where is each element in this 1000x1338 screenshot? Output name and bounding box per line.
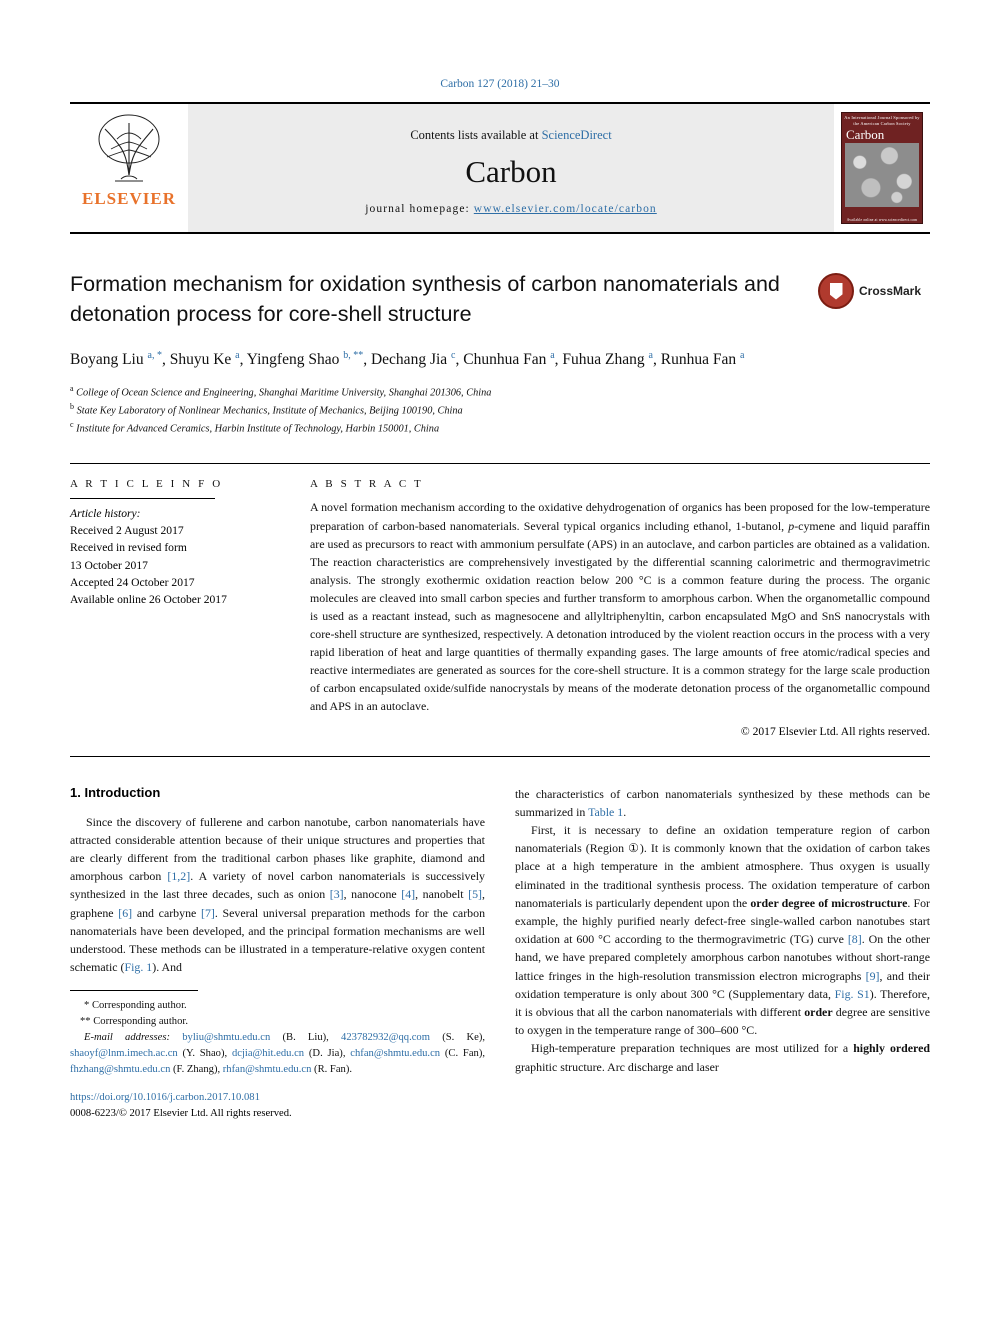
- article-info-heading: A R T I C L E I N F O: [70, 478, 223, 491]
- affiliations: [70, 383, 930, 437]
- contents-prefix: Contents lists available at: [410, 127, 542, 142]
- article-info-column: [70, 478, 284, 737]
- crossmark-label: CrossMark: [859, 284, 922, 298]
- history-line: Accepted 24 October 2017: [70, 575, 195, 589]
- crossmark-badge[interactable]: [818, 274, 930, 308]
- divider: [70, 756, 930, 757]
- email-link[interactable]: rhfan@shmtu.edu.cn: [222, 1063, 312, 1075]
- abstract-heading: A B S T R A C T: [310, 478, 424, 491]
- citation-link[interactable]: [7]: [200, 905, 215, 920]
- affiliation-item: [70, 383, 930, 401]
- footnote-emails: E-mail addresses: byliu@shmtu.edu.cn (B. Liu), 423782932@qq.com (S. Ke), shaoyf@lnm.imech.ac.cn (Y. Shao), dcjia@hit.edu.cn (D. Jia), chfan@shmtu.edu.cn (C. Fan), fhzhang@shmtu.edu.cn (F. Zhang), rhfan@shmtu.edu.cn (R. Fan).: [70, 1032, 486, 1075]
- elsevier-wordmark: ELSEVIER: [82, 189, 176, 208]
- affiliation-mark: b: [70, 402, 74, 412]
- affiliation-text: State Key Laboratory of Nonlinear Mechanics, Institute of Mechanics, Beijing 100190, China: [76, 405, 463, 417]
- cover-top-text: An International Journal Sponsored by the American Carbon Society: [844, 115, 920, 126]
- email-link[interactable]: byliu@shmtu.edu.cn: [182, 1032, 271, 1044]
- doi-link[interactable]: https://doi.org/10.1016/j.carbon.2017.10.081: [70, 1091, 260, 1103]
- elsevier-tree-icon: [91, 109, 167, 187]
- body-paragraph: the characteristics of carbon nanomaterials synthesized by these methods can be summarized in Table 1.: [515, 786, 930, 819]
- affiliation-text: College of Ocean Science and Engineering, Shanghai Maritime University, Shanghai 201306, China: [76, 387, 492, 399]
- email-link[interactable]: dcjia@hit.edu.cn: [231, 1048, 305, 1060]
- footnote-corresponding-2: ** Corresponding author.: [80, 1016, 188, 1028]
- author-list: Boyang Liu $^{a, *}$, Shuyu Ke $^a$, Yingfeng Shao $^{b, **}$, Dechang Jia $^c$, Chunhua Fan $^a$, Fuhua Zhang $^a$, Runhua Fan $^a$: [70, 350, 745, 369]
- footnotes: [70, 990, 485, 1121]
- info-abstract-section: [70, 463, 930, 737]
- cover-bottom-text: Available online at www.sciencedirect.com: [846, 218, 918, 222]
- cover-artwork: [845, 143, 919, 207]
- doi-block: [70, 1090, 485, 1122]
- abstract-text: A novel formation mechanism according to the oxidative dehydrogenation of organics has been proposed for the low-temperature preparation of carbon-based nanomaterials. Several typical organics including ethanol, 1-butanol, p-cymene and liquid paraffin are used as precursors to react with ammonium persulfate (APS) in an autoclave, and carbon particles are obtained as a validation. The reaction characteristics are comprehensively investigated by the differential scanning calorimetric and thermogravimetric analysis. The strongly exothermic oxidation reaction below 200 °C is a common feature during the process. The organic molecules are cleaved into small carbon species and further transform to amorphous carbon. When the organometallic compound is used as a reactant instead, such as magnesocene and allyltriphenyltin, carbon encapsulated MgO and SnS nanocrystals with core-shell structure are synthesized, respectively. A detonation introduced by the violent reaction occurs in the process with a very rapid liberation of heat and large quantities of thermally expanding gases. The large amounts of free atomic/radical species and reactive intermediates are generated as sources for the core-shell structure. It is a common strategy for the large scale production of carbon encapsulated oxide/sulfide nanocrystals by means of the moderate detonation process of the organometallic compound and APS in an autoclave.: [310, 500, 930, 714]
- cover-journal-name: Carbon: [846, 127, 885, 142]
- body-paragraph: Since the discovery of fullerene and carbon nanotube, carbon nanomaterials have attracted considerable attention because of their unique structures and properties that are clearly different from the traditional carbon phases like graphite, diamond and amorphous carbon [1,2]. A variety of novel carbon nanomaterials is successively synthesized in the last three decades, such as onion [3], nanocone [4], nanobelt [5], graphene [6] and carbyne [7]. Several universal preparation methods for the carbon nanomaterials have been developed, and the principal formation mechanisms are well understood. These methods can be illustrated in a temperature-relative oxygen content schematic (Fig. 1). And: [70, 814, 486, 975]
- citation-link[interactable]: [6]: [118, 905, 133, 920]
- email-link[interactable]: 423782932@qq.com: [341, 1032, 430, 1044]
- affiliation-text: Institute for Advanced Ceramics, Harbin Institute of Technology, Harbin 150001, China: [76, 423, 440, 435]
- body-paragraph: First, it is necessary to define an oxidation temperature region of carbon nanomaterials (Region ①). It is commonly known that the oxidation of carbon takes place at a high temperature in the ambient atmosphere. Thus oxygen is usually eliminated in the traditional synthesis process. The oxidation temperature of carbon nanomaterials is particularly dependent upon the order degree of microstructure. For example, the highly purified nearly defect-free single-walled carbon nanotubes start oxidation at 600 °C according to the thermogravimetric (TG) curve [8]. On the other hand, we have prepared completely amorphous carbon nanotubes without short-range lattice fringes in the high-resolution transmission electron micrographs [9], and their oxidation temperature is only about 300 °C (Supplementary data, Fig. S1). Therefore, it is obvious that all the carbon nanomaterials with different order degree are sensitive to oxygen in the temperature range of 300–600 °C.: [515, 822, 931, 1038]
- history-line: 13 October 2017: [70, 558, 148, 572]
- section-heading-introduction: 1. Introduction: [70, 784, 161, 800]
- affiliation-item: [70, 419, 930, 437]
- citation-link[interactable]: [3]: [329, 887, 344, 902]
- citation-link[interactable]: [8]: [847, 932, 862, 947]
- crossmark-icon: [818, 273, 854, 309]
- body-paragraph: High-temperature preparation techniques are most utilized for a highly ordered graphitic structure. Arc discharge and laser: [515, 1041, 931, 1074]
- abstract-column: [310, 478, 930, 737]
- journal-title: Carbon: [465, 153, 557, 189]
- citation-link[interactable]: [1,2]: [167, 869, 191, 884]
- journal-reference: Carbon 127 (2018) 21–30: [440, 78, 560, 90]
- footnote-corresponding-1: * Corresponding author.: [84, 1000, 187, 1012]
- affiliation-mark: a: [70, 384, 74, 394]
- divider: [70, 990, 198, 991]
- article-history-title: Article history:: [70, 507, 141, 521]
- journal-homepage: [365, 203, 657, 215]
- email-link[interactable]: chfan@shmtu.edu.cn: [350, 1048, 441, 1060]
- sciencedirect-link[interactable]: ScienceDirect: [541, 127, 612, 142]
- title-block: [70, 270, 930, 437]
- history-line: Received in revised form: [70, 541, 187, 555]
- email-link[interactable]: fhzhang@shmtu.edu.cn: [70, 1063, 171, 1075]
- page-title: Formation mechanism for oxidation synthesis of carbon nanomaterials and detonation process for core-shell structure: [70, 272, 780, 326]
- figure-link[interactable]: Fig. S1: [834, 986, 870, 1001]
- body-column-left: [70, 785, 485, 1122]
- journal-masthead: [70, 102, 930, 234]
- body-columns: [70, 785, 930, 1122]
- divider: [70, 498, 215, 499]
- body-column-right: [515, 785, 930, 1122]
- email-label: E-mail addresses:: [84, 1032, 170, 1044]
- citation-link[interactable]: [4]: [401, 887, 416, 902]
- citation-link[interactable]: [5]: [468, 887, 483, 902]
- masthead-center: [188, 104, 834, 232]
- figure-link[interactable]: Fig. 1: [124, 960, 153, 975]
- history-line: Available online 26 October 2017: [70, 592, 227, 606]
- cover-thumbnail: [841, 112, 923, 224]
- abstract-copyright: © 2017 Elsevier Ltd. All rights reserved.: [740, 724, 930, 738]
- homepage-url[interactable]: www.elsevier.com/locate/carbon: [473, 202, 657, 215]
- publisher-logo: [70, 104, 188, 232]
- citation-link[interactable]: [9]: [865, 968, 880, 983]
- figure-link[interactable]: Table 1: [588, 804, 624, 819]
- journal-cover: [834, 104, 930, 232]
- contents-line: [410, 128, 611, 143]
- history-line: Received 2 August 2017: [70, 524, 184, 538]
- email-link[interactable]: shaoyf@lnm.imech.ac.cn: [70, 1048, 178, 1060]
- affiliation-mark: c: [70, 420, 74, 430]
- homepage-label: journal homepage:: [365, 202, 474, 215]
- affiliation-item: [70, 401, 930, 419]
- issn-line: 0008-6223/© 2017 Elsevier Ltd. All rights reserved.: [70, 1107, 292, 1119]
